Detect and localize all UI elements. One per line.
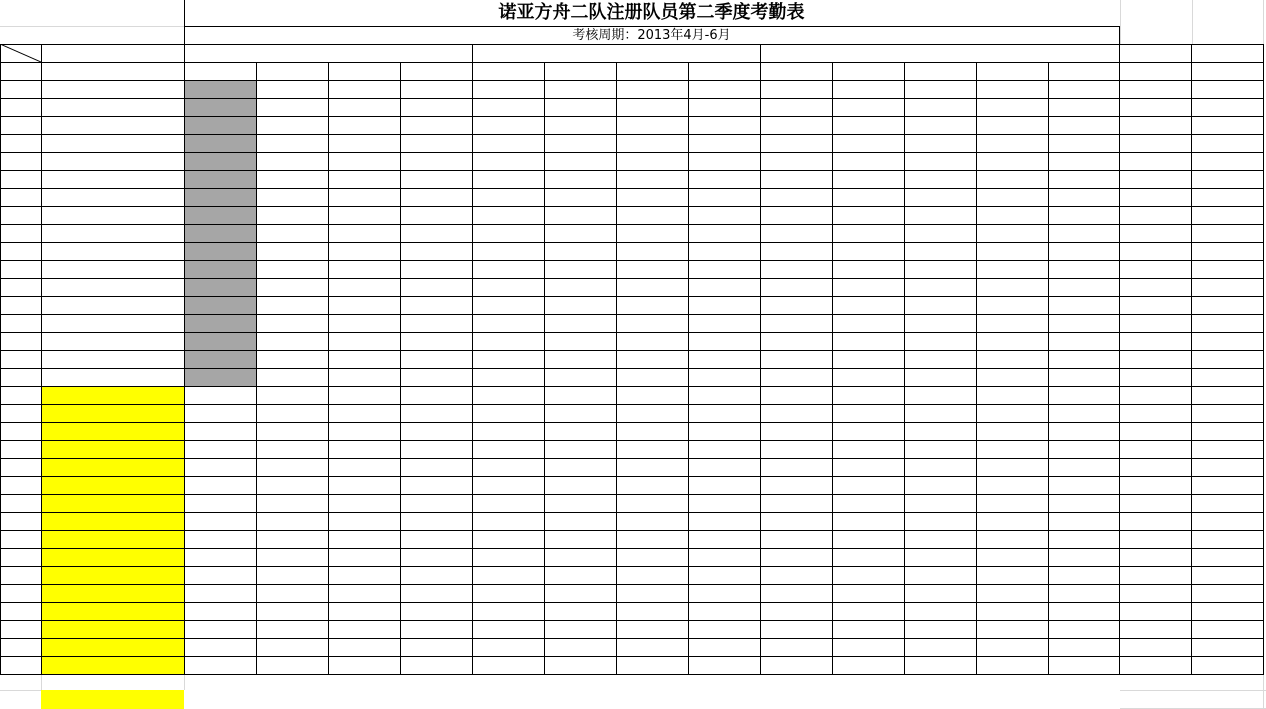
border-line bbox=[0, 368, 1264, 369]
blocked-week-cell bbox=[184, 98, 256, 116]
row-number bbox=[0, 368, 41, 386]
border-line bbox=[0, 548, 1264, 549]
blocked-week-cell bbox=[184, 188, 256, 206]
attendance-mark[interactable] bbox=[256, 260, 328, 278]
blocked-week-cell bbox=[184, 116, 256, 134]
attendance-mark[interactable] bbox=[256, 152, 328, 170]
week-header bbox=[1048, 62, 1120, 80]
border-line bbox=[0, 404, 1264, 405]
border-line bbox=[41, 44, 42, 675]
border-line bbox=[328, 62, 329, 675]
member-name bbox=[41, 422, 184, 440]
member-name bbox=[41, 98, 184, 116]
gridline-light bbox=[0, 26, 184, 27]
border-line bbox=[0, 422, 1264, 423]
absent-count bbox=[1120, 332, 1192, 350]
member-name bbox=[41, 602, 184, 620]
member-name bbox=[41, 206, 184, 224]
border-line bbox=[616, 62, 617, 675]
attendance-mark[interactable] bbox=[256, 278, 328, 296]
border-line bbox=[0, 152, 1264, 153]
period-label: 考核周期：2013年4月-6月 bbox=[572, 27, 731, 43]
border-line bbox=[0, 602, 1264, 603]
week-header bbox=[832, 62, 904, 80]
row-number bbox=[0, 440, 41, 458]
blocked-week-cell bbox=[184, 170, 256, 188]
row-number bbox=[0, 116, 41, 134]
row-number bbox=[0, 584, 41, 602]
border-line bbox=[0, 170, 1264, 171]
member-name bbox=[41, 638, 184, 656]
member-name bbox=[41, 404, 184, 422]
border-line bbox=[0, 260, 1264, 261]
border-line bbox=[0, 476, 1264, 477]
border-line bbox=[0, 62, 42, 63]
late-count bbox=[1192, 134, 1263, 152]
row-number bbox=[0, 656, 41, 674]
member-name bbox=[41, 530, 184, 548]
member-name bbox=[41, 584, 184, 602]
blocked-week-cell bbox=[184, 134, 256, 152]
border-line bbox=[0, 314, 1264, 315]
member-name bbox=[41, 296, 184, 314]
border-line bbox=[184, 0, 185, 45]
border-line bbox=[0, 224, 1264, 225]
row-number bbox=[0, 170, 41, 188]
row-number bbox=[0, 206, 41, 224]
member-name bbox=[41, 620, 184, 638]
border-line bbox=[0, 80, 1264, 81]
member-name bbox=[41, 170, 184, 188]
border-line bbox=[688, 62, 689, 675]
blocked-week-cell bbox=[184, 80, 256, 98]
row-number bbox=[0, 188, 41, 206]
border-line bbox=[1119, 26, 1120, 45]
row-number bbox=[0, 98, 41, 116]
border-line bbox=[0, 116, 1264, 117]
member-name bbox=[41, 188, 184, 206]
week-header bbox=[184, 62, 256, 80]
late-count bbox=[1192, 350, 1263, 368]
border-line bbox=[0, 350, 1264, 351]
month-header bbox=[760, 44, 1120, 62]
attendance-mark[interactable] bbox=[256, 170, 328, 188]
border-line bbox=[0, 530, 1264, 531]
border-line bbox=[41, 62, 1264, 63]
blocked-week-cell bbox=[184, 296, 256, 314]
week-header bbox=[472, 62, 544, 80]
late-count bbox=[1192, 188, 1263, 206]
border-line bbox=[1263, 44, 1264, 675]
sheet-title: 诺亚方舟二队注册队员第二季度考勤表 bbox=[498, 2, 805, 23]
border-line bbox=[0, 98, 1264, 99]
attendance-mark[interactable] bbox=[256, 98, 328, 116]
member-name bbox=[41, 152, 184, 170]
row-number bbox=[0, 314, 41, 332]
border-line bbox=[0, 638, 1264, 639]
week-header bbox=[616, 62, 688, 80]
late-count bbox=[1192, 98, 1263, 116]
row-number bbox=[0, 350, 41, 368]
attendance-mark[interactable] bbox=[256, 386, 328, 404]
border-line bbox=[0, 206, 1264, 207]
blocked-week-cell bbox=[184, 206, 256, 224]
member-name bbox=[41, 260, 184, 278]
border-line bbox=[832, 62, 833, 675]
week-header bbox=[400, 62, 472, 80]
row-number bbox=[0, 224, 41, 242]
member-name bbox=[41, 476, 184, 494]
row-number bbox=[0, 548, 41, 566]
border-line bbox=[0, 44, 1264, 45]
name-header bbox=[0, 62, 41, 80]
attendance-mark[interactable] bbox=[256, 332, 328, 350]
blocked-week-cell bbox=[184, 152, 256, 170]
week-header bbox=[976, 62, 1048, 80]
border-line bbox=[0, 584, 1264, 585]
blocked-week-cell bbox=[184, 278, 256, 296]
member-name bbox=[41, 332, 184, 350]
border-line bbox=[904, 62, 905, 675]
member-name bbox=[41, 566, 184, 584]
border-line bbox=[256, 62, 257, 675]
week-header bbox=[760, 62, 832, 80]
border-line bbox=[0, 512, 1264, 513]
legend-swatch bbox=[41, 690, 184, 709]
row-number bbox=[0, 638, 41, 656]
row-number bbox=[0, 494, 41, 512]
member-name bbox=[41, 494, 184, 512]
border-line bbox=[1191, 44, 1192, 675]
border-line bbox=[0, 674, 1264, 675]
row-number bbox=[0, 566, 41, 584]
border-line bbox=[184, 26, 1120, 27]
blocked-week-cell bbox=[184, 350, 256, 368]
member-name bbox=[41, 458, 184, 476]
blocked-week-cell bbox=[184, 242, 256, 260]
member-name bbox=[41, 224, 184, 242]
absent-count bbox=[1120, 152, 1192, 170]
attendance-mark[interactable] bbox=[256, 188, 328, 206]
month-header bbox=[472, 44, 760, 62]
border-line bbox=[1119, 44, 1120, 675]
row-number bbox=[0, 404, 41, 422]
absent-count bbox=[1120, 260, 1192, 278]
late-count bbox=[1192, 242, 1263, 260]
border-line bbox=[184, 44, 185, 675]
member-name bbox=[41, 242, 184, 260]
row-number bbox=[0, 152, 41, 170]
border-line bbox=[0, 332, 1264, 333]
attendance-mark[interactable] bbox=[256, 224, 328, 242]
border-line bbox=[0, 656, 1264, 657]
row-number bbox=[0, 296, 41, 314]
member-name bbox=[41, 314, 184, 332]
member-name bbox=[41, 134, 184, 152]
row-number bbox=[0, 530, 41, 548]
border-line bbox=[0, 620, 1264, 621]
month-header bbox=[184, 44, 472, 62]
blocked-week-cell bbox=[184, 314, 256, 332]
row-number bbox=[0, 80, 41, 98]
legend-label bbox=[186, 690, 266, 709]
week-header bbox=[904, 62, 976, 80]
member-name bbox=[41, 368, 184, 386]
border-line bbox=[0, 566, 1264, 567]
blocked-week-cell bbox=[184, 260, 256, 278]
member-name bbox=[41, 350, 184, 368]
border-line bbox=[0, 494, 1264, 495]
member-name bbox=[41, 116, 184, 134]
week-header bbox=[328, 62, 400, 80]
border-line bbox=[0, 242, 1264, 243]
row-number bbox=[0, 620, 41, 638]
row-number bbox=[0, 476, 41, 494]
member-name bbox=[41, 440, 184, 458]
week-header bbox=[544, 62, 616, 80]
border-line bbox=[1048, 62, 1049, 675]
attendance-mark[interactable] bbox=[256, 206, 328, 224]
absent-count bbox=[1120, 368, 1192, 386]
blocked-week-cell bbox=[184, 332, 256, 350]
border-line bbox=[400, 62, 401, 675]
border-line bbox=[760, 44, 761, 675]
attendance-mark[interactable] bbox=[256, 296, 328, 314]
week-header bbox=[256, 62, 328, 80]
row-number bbox=[0, 512, 41, 530]
border-line bbox=[0, 134, 1264, 135]
attendance-mark[interactable] bbox=[256, 134, 328, 152]
date-header bbox=[41, 44, 184, 62]
gridline-light bbox=[0, 690, 41, 691]
absent-count bbox=[1120, 188, 1192, 206]
attendance-mark[interactable] bbox=[256, 242, 328, 260]
border-line bbox=[544, 62, 545, 675]
gridline-light bbox=[1120, 0, 1121, 44]
attendance-mark[interactable] bbox=[256, 314, 328, 332]
border-line bbox=[976, 62, 977, 675]
gridline-light bbox=[184, 674, 185, 690]
row-number bbox=[0, 242, 41, 260]
border-line bbox=[0, 458, 1264, 459]
member-name bbox=[41, 548, 184, 566]
attendance-mark[interactable] bbox=[256, 368, 328, 386]
member-name bbox=[41, 512, 184, 530]
border-line bbox=[0, 440, 1264, 441]
row-number bbox=[0, 458, 41, 476]
gridline-light bbox=[1120, 690, 1266, 691]
blocked-week-cell bbox=[184, 224, 256, 242]
border-line bbox=[0, 386, 1264, 387]
border-line bbox=[0, 278, 1264, 279]
row-number bbox=[0, 278, 41, 296]
row-number bbox=[0, 134, 41, 152]
blocked-week-cell bbox=[184, 368, 256, 386]
attendance-mark[interactable] bbox=[256, 116, 328, 134]
attendance-mark[interactable] bbox=[256, 80, 328, 98]
border-line bbox=[0, 188, 1264, 189]
corner-diagonal bbox=[0, 44, 41, 62]
border-line bbox=[0, 44, 1, 675]
member-name bbox=[41, 278, 184, 296]
row-number bbox=[0, 602, 41, 620]
member-name bbox=[41, 386, 184, 404]
member-name bbox=[41, 656, 184, 674]
week-header bbox=[688, 62, 760, 80]
row-number bbox=[0, 332, 41, 350]
member-name bbox=[41, 80, 184, 98]
row-number bbox=[0, 386, 41, 404]
attendance-mark[interactable] bbox=[256, 350, 328, 368]
row-number bbox=[0, 260, 41, 278]
border-line bbox=[472, 44, 473, 675]
border-line bbox=[0, 296, 1264, 297]
row-number bbox=[0, 422, 41, 440]
gridline-light bbox=[1192, 0, 1193, 44]
